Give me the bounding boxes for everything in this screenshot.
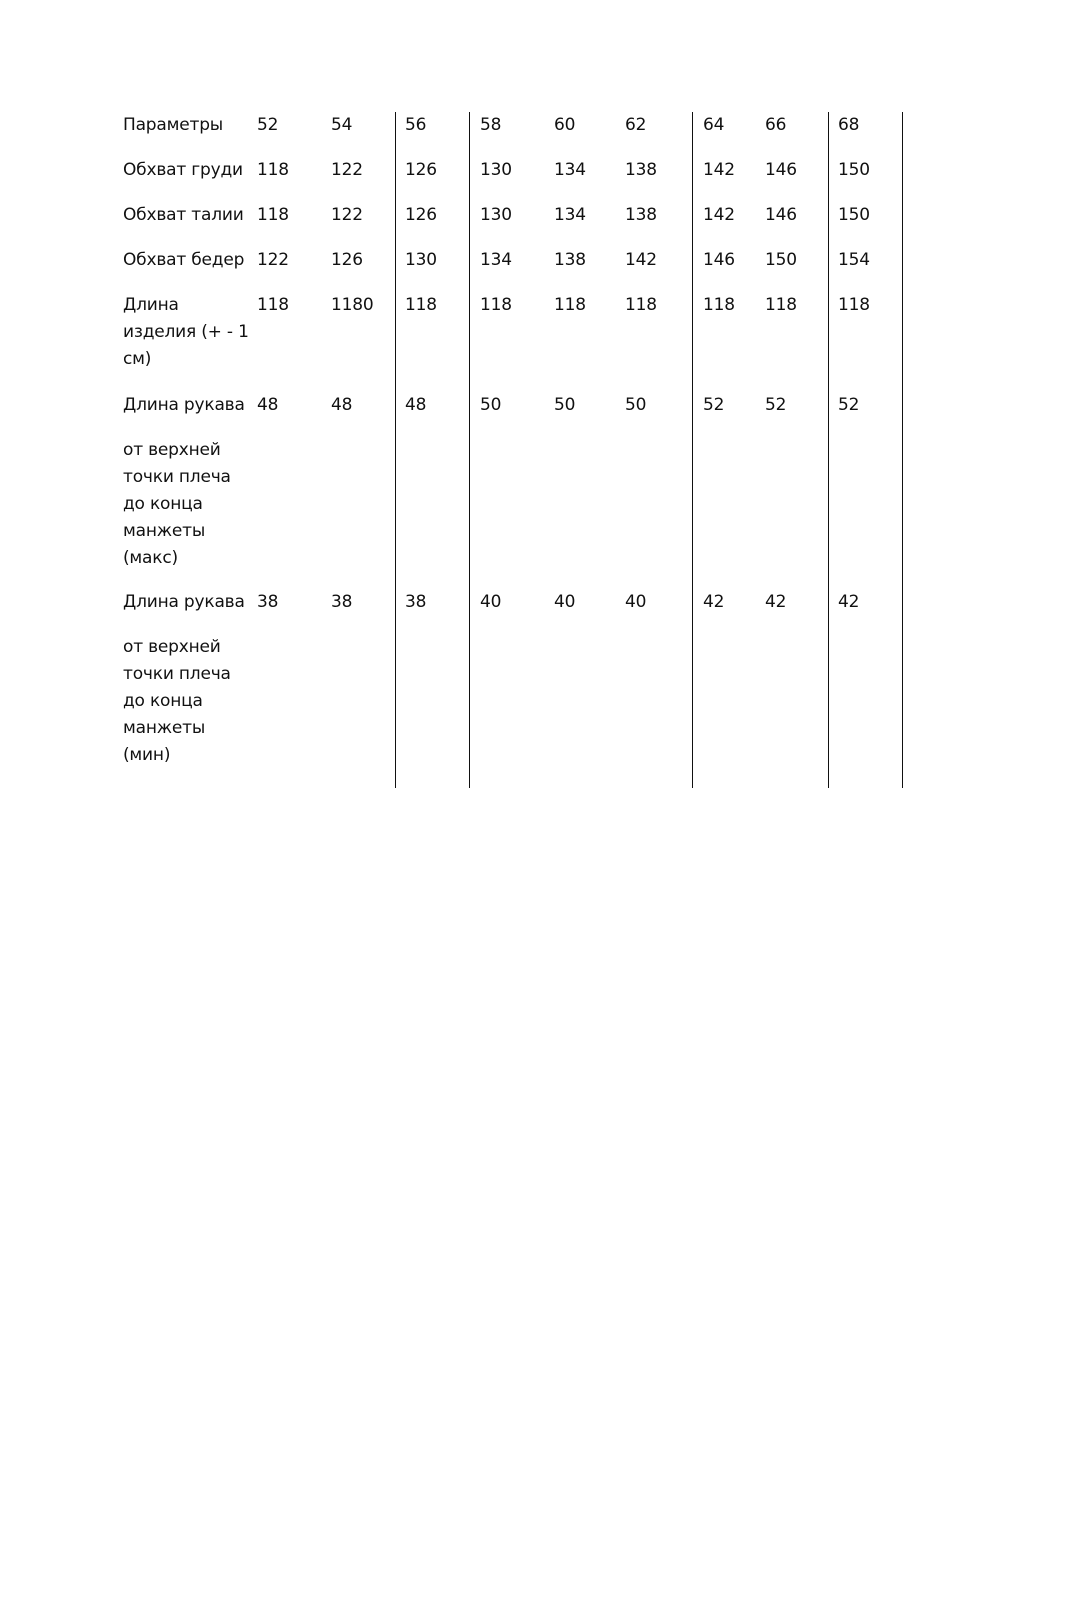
- column-divider: [692, 112, 693, 788]
- table-cell: 48: [405, 395, 427, 415]
- table-cell: 150: [838, 160, 870, 180]
- header-size: 66: [765, 115, 787, 135]
- table-cell: 38: [331, 592, 353, 612]
- row-label: [123, 292, 249, 373]
- column-divider: [902, 112, 903, 788]
- table-cell: 118: [480, 295, 512, 315]
- table-cell: 142: [703, 205, 735, 225]
- table-cell: 50: [625, 395, 647, 415]
- table-cell: 134: [554, 160, 586, 180]
- table-cell: 52: [838, 395, 860, 415]
- row-label: [123, 392, 245, 572]
- table-cell: 122: [257, 250, 289, 270]
- table-cell: 118: [257, 295, 289, 315]
- header-size: 52: [257, 115, 279, 135]
- row-label-line: Обхват груди: [123, 160, 243, 180]
- table-cell: 130: [480, 160, 512, 180]
- table-cell: 40: [480, 592, 502, 612]
- row-label-line: от верхней: [123, 637, 221, 657]
- header-size: 58: [480, 115, 502, 135]
- row-label: [123, 202, 244, 229]
- row-label: [123, 589, 245, 769]
- row-label: [123, 247, 244, 274]
- row-label-line: Длина рукава: [123, 395, 245, 415]
- table-cell: 122: [331, 205, 363, 225]
- header-size: 62: [625, 115, 647, 135]
- row-label-line: см): [123, 349, 152, 369]
- row-label-line: изделия (+ - 1: [123, 322, 249, 342]
- table-cell: 150: [838, 205, 870, 225]
- row-label-line: точки плеча: [123, 664, 231, 684]
- table-cell: 52: [703, 395, 725, 415]
- header-size: 56: [405, 115, 427, 135]
- table-cell: 118: [765, 295, 797, 315]
- header-size: 54: [331, 115, 353, 135]
- table-cell: 38: [405, 592, 427, 612]
- row-label-line: до конца: [123, 691, 203, 711]
- table-cell: 50: [554, 395, 576, 415]
- table-cell: 38: [257, 592, 279, 612]
- header-label: Параметры: [123, 115, 224, 135]
- table-cell: 146: [765, 205, 797, 225]
- table-cell: 126: [331, 250, 363, 270]
- table-cell: 142: [625, 250, 657, 270]
- row-label-line: [123, 419, 245, 437]
- table-cell: 118: [703, 295, 735, 315]
- table-cell: 130: [405, 250, 437, 270]
- row-label-line: Длина рукава: [123, 592, 245, 612]
- header-size: 68: [838, 115, 860, 135]
- row-label-line: манжеты: [123, 718, 206, 738]
- column-divider: [469, 112, 470, 788]
- table-cell: 150: [765, 250, 797, 270]
- row-label: [123, 157, 243, 184]
- table-cell: 50: [480, 395, 502, 415]
- table-cell: 126: [405, 160, 437, 180]
- row-label-line: до конца: [123, 494, 203, 514]
- column-divider: [828, 112, 829, 788]
- row-label-line: Обхват бедер: [123, 250, 245, 270]
- table-cell: 118: [257, 205, 289, 225]
- table-cell: 48: [331, 395, 353, 415]
- row-label-line: Длина: [123, 295, 179, 315]
- header-size: 64: [703, 115, 725, 135]
- table-cell: 40: [554, 592, 576, 612]
- table-cell: 118: [838, 295, 870, 315]
- row-label-line: Обхват талии: [123, 205, 244, 225]
- row-label-line: (макс): [123, 548, 178, 568]
- table-cell: 42: [703, 592, 725, 612]
- table-cell: 52: [765, 395, 787, 415]
- row-label-line: манжеты: [123, 521, 206, 541]
- table-cell: 118: [405, 295, 437, 315]
- table-cell: 126: [405, 205, 437, 225]
- row-label-line: точки плеча: [123, 467, 231, 487]
- table-cell: 138: [625, 205, 657, 225]
- row-label-line: [123, 616, 245, 634]
- table-cell: 134: [480, 250, 512, 270]
- header-size: 60: [554, 115, 576, 135]
- table-cell: 134: [554, 205, 586, 225]
- column-divider: [395, 112, 396, 788]
- table-cell: 122: [331, 160, 363, 180]
- table-cell: 142: [703, 160, 735, 180]
- row-label-line: от верхней: [123, 440, 221, 460]
- table-cell: 42: [838, 592, 860, 612]
- table-cell: 1180: [331, 295, 374, 315]
- table-cell: 138: [625, 160, 657, 180]
- table-cell: 146: [703, 250, 735, 270]
- table-cell: 118: [554, 295, 586, 315]
- table-cell: 138: [554, 250, 586, 270]
- table-cell: 48: [257, 395, 279, 415]
- table-cell: 130: [480, 205, 512, 225]
- table-cell: 118: [625, 295, 657, 315]
- table-cell: 146: [765, 160, 797, 180]
- table-cell: 154: [838, 250, 870, 270]
- table-cell: 118: [257, 160, 289, 180]
- row-label-line: (мин): [123, 745, 171, 765]
- table-cell: 40: [625, 592, 647, 612]
- table-cell: 42: [765, 592, 787, 612]
